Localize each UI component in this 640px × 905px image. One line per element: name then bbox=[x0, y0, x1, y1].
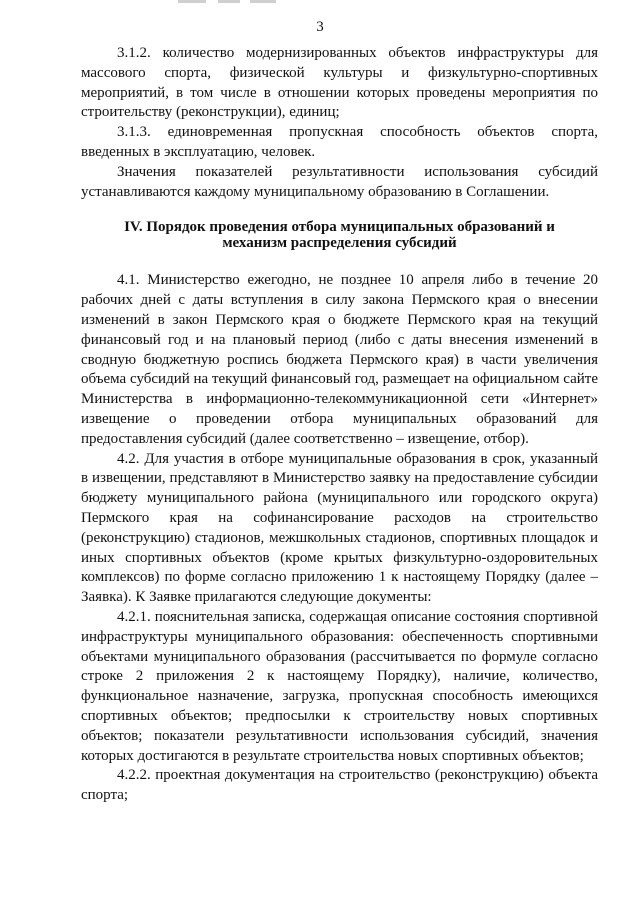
paragraph-4-2: 4.2. Для участия в отборе муниципальные образования в срок, указанный в извещении, представляют в Министерство заявку на предоставление субсидии бюджету муниципального района (муниципального или городского округа) Пермского края на софинансирование расходов на строительство (реконструкцию) стадионов, межшкольных стадионов, спортивных площадок и иных спортивных объектов (кроме крытых физкультурно-оздоровительных комплексов) по форме согласно приложению 1 к настоящему Порядку (далее – Заявка). К Заявке прилагаются следующие документы: bbox=[81, 450, 598, 606]
document-body bbox=[81, 44, 598, 806]
page-number: 3 bbox=[316, 19, 324, 35]
paragraph-3-1-3: 3.1.3. единовременная пропускная способность объектов спорта, введенных в эксплуатацию, человек. bbox=[81, 124, 598, 160]
section-heading: IV. Порядок проведения отбора муниципальных образований и механизм распределения субсидий bbox=[124, 219, 555, 251]
paragraph-4-2-2: 4.2.2. проектная документация на строительство (реконструкцию) объекта спорта; bbox=[81, 767, 598, 804]
scan-artifact-marks bbox=[178, 0, 278, 5]
paragraph-3-1-2: 3.1.2. количество модернизированных объектов инфраструктуры для массового спорта, физической культуры и физкультурно-спортивных мероприятий, в том числе в отношении которых проведены мероприятия по строительству (реконструкции), единиц; bbox=[81, 45, 598, 121]
paragraph-4-1: 4.1. Министерство ежегодно, не позднее 10 апреля либо в течение 20 рабочих дней с даты вступления в силу закона Пермского края о внесении изменений в закон Пермского края о бюджете Пермского края на текущий финансовый год и на плановый период (либо с даты внесения изменений в сводную бюджетную роспись бюджета Пермского края) в части увеличения объема субсидий на текущий финансовый год, размещает на официальном сайте Министерства в информационно-телекоммуникационной сети «Интернет» извещение о проведении отбора муниципальных образований для предоставления субсидий (далее соответственно – извещение, отбор). bbox=[81, 272, 598, 447]
paragraph-4-2-1: 4.2.1. пояснительная записка, содержащая описание состояния спортивной инфраструктуры муниципального образования: обеспеченность спортивными объектами муниципального образования (рассчитывается по формуле согласно строке 2 приложения 2 к настоящему Порядку), наличие, количество, функциональное назначение, загрузка, пропускная способность имеющихся спортивных объектов; предпосылки к строительству новых спортивных объектов; показатели результативности использования субсидий, значения которых достигаются в результате строительства новых спортивных объектов; bbox=[81, 608, 598, 764]
paragraph-indicator-values: Значения показателей результативности использования субсидий устанавливаются каждому муниципальному образованию в Соглашении. bbox=[81, 163, 598, 200]
